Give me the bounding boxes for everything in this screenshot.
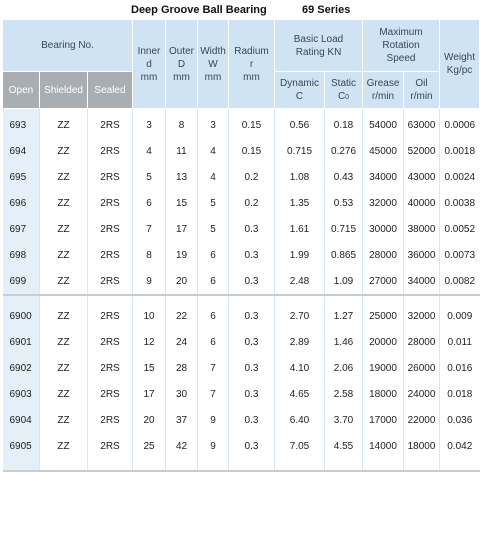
cell-grease: 54000 [363,112,404,138]
header-dynamic: Dynamic C [275,72,325,109]
cell-grease: 30000 [363,216,404,242]
cell-weight: 0.0052 [440,216,480,242]
cell-sealed: 2RS [88,355,133,381]
cell-inner: 20 [133,407,166,433]
header-oil: Oil r/min [404,72,440,109]
cell-open: 694 [3,138,40,164]
cell-shielded: ZZ [40,329,88,355]
header-open: Open [3,72,40,109]
cell-grease: 45000 [363,138,404,164]
cell-inner: 4 [133,138,166,164]
cell-width: 6 [198,303,229,329]
cell-sealed: 2RS [88,329,133,355]
header-radius: Radium r mm [229,20,275,109]
cell-shielded: ZZ [40,216,88,242]
cell-static: 1.46 [325,329,363,355]
cell-dynamic: 2.89 [275,329,325,355]
cell-grease: 28000 [363,242,404,268]
cell-shielded: ZZ [40,381,88,407]
cell-outer: 11 [166,138,198,164]
bearing-spec-table [2,19,480,472]
cell-width: 5 [198,216,229,242]
cell-width: 4 [198,164,229,190]
cell-inner: 17 [133,381,166,407]
cell-oil: 22000 [404,407,440,433]
cell-oil: 26000 [404,355,440,381]
cell-sealed: 2RS [88,112,133,138]
cell-oil: 52000 [404,138,440,164]
cell-shielded: ZZ [40,268,88,295]
cell-dynamic: 7.05 [275,433,325,459]
cell-oil: 63000 [404,112,440,138]
cell-radius: 0.3 [229,381,275,407]
cell-outer: 8 [166,112,198,138]
cell-width: 6 [198,268,229,295]
cell-outer: 17 [166,216,198,242]
cell-dynamic: 4.65 [275,381,325,407]
cell-shielded: ZZ [40,164,88,190]
cell-width: 6 [198,329,229,355]
cell-outer: 22 [166,303,198,329]
cell-radius: 0.3 [229,268,275,295]
cell-open: 6900 [3,303,40,329]
cell-width: 6 [198,242,229,268]
cell-shielded: ZZ [40,303,88,329]
cell-open: 698 [3,242,40,268]
cell-grease: 20000 [363,329,404,355]
cell-width: 9 [198,407,229,433]
cell-shielded: ZZ [40,242,88,268]
table-row [3,268,480,295]
cell-outer: 15 [166,190,198,216]
cell-inner: 10 [133,303,166,329]
cell-dynamic: 1.35 [275,190,325,216]
cell-weight: 0.016 [440,355,480,381]
cell-sealed: 2RS [88,303,133,329]
cell-oil: 18000 [404,433,440,459]
cell-sealed: 2RS [88,268,133,295]
cell-dynamic: 6.40 [275,407,325,433]
cell-inner: 6 [133,190,166,216]
cell-sealed: 2RS [88,164,133,190]
cell-open: 6904 [3,407,40,433]
header-outer: Outer D mm [166,20,198,109]
cell-dynamic: 1.61 [275,216,325,242]
table-row [3,164,480,190]
cell-oil: 24000 [404,381,440,407]
header-shielded: Shielded [40,72,88,109]
cell-radius: 0.3 [229,216,275,242]
header-load-rating: Basic Load Rating KN [275,20,363,72]
cell-radius: 0.3 [229,242,275,268]
cell-grease: 25000 [363,303,404,329]
cell-inner: 12 [133,329,166,355]
cell-sealed: 2RS [88,381,133,407]
header-static: Static C0 [325,72,363,109]
cell-inner: 8 [133,242,166,268]
header-max-speed: Maximum Rotation Speed [363,20,440,72]
cell-inner: 5 [133,164,166,190]
cell-width: 4 [198,138,229,164]
cell-oil: 32000 [404,303,440,329]
header-weight: Weight Kg/pc [440,20,480,109]
cell-weight: 0.042 [440,433,480,459]
cell-radius: 0.2 [229,164,275,190]
cell-static: 1.27 [325,303,363,329]
cell-weight: 0.009 [440,303,480,329]
cell-open: 6901 [3,329,40,355]
cell-outer: 24 [166,329,198,355]
cell-grease: 19000 [363,355,404,381]
cell-oil: 36000 [404,242,440,268]
cell-radius: 0.3 [229,433,275,459]
cell-width: 7 [198,355,229,381]
cell-open: 693 [3,112,40,138]
cell-sealed: 2RS [88,216,133,242]
cell-radius: 0.3 [229,329,275,355]
cell-oil: 40000 [404,190,440,216]
table-row [3,190,480,216]
cell-outer: 19 [166,242,198,268]
cell-sealed: 2RS [88,433,133,459]
cell-grease: 34000 [363,164,404,190]
cell-static: 4.55 [325,433,363,459]
cell-weight: 0.0073 [440,242,480,268]
cell-static: 2.58 [325,381,363,407]
table-row [3,381,480,407]
cell-open: 697 [3,216,40,242]
cell-oil: 28000 [404,329,440,355]
cell-grease: 18000 [363,381,404,407]
table-body [3,109,480,472]
cell-radius: 0.3 [229,407,275,433]
table-row [3,407,480,433]
cell-inner: 9 [133,268,166,295]
cell-dynamic: 2.48 [275,268,325,295]
cell-shielded: ZZ [40,407,88,433]
cell-outer: 37 [166,407,198,433]
cell-radius: 0.2 [229,190,275,216]
cell-radius: 0.3 [229,355,275,381]
cell-radius: 0.15 [229,112,275,138]
cell-dynamic: 0.56 [275,112,325,138]
table-row [3,355,480,381]
cell-dynamic: 4.10 [275,355,325,381]
cell-open: 695 [3,164,40,190]
cell-shielded: ZZ [40,355,88,381]
header-inner: Inner d mm [133,20,166,109]
cell-inner: 15 [133,355,166,381]
cell-static: 1.09 [325,268,363,295]
cell-inner: 25 [133,433,166,459]
cell-shielded: ZZ [40,138,88,164]
cell-shielded: ZZ [40,433,88,459]
cell-sealed: 2RS [88,138,133,164]
header-width: Width W mm [198,20,229,109]
header-bearing-no: Bearing No. [3,20,133,72]
cell-sealed: 2RS [88,407,133,433]
header-grease: Grease r/min [363,72,404,109]
cell-oil: 34000 [404,268,440,295]
cell-open: 6905 [3,433,40,459]
cell-weight: 0.018 [440,381,480,407]
cell-outer: 30 [166,381,198,407]
header-sealed: Sealed [88,72,133,109]
cell-weight: 0.0024 [440,164,480,190]
cell-inner: 3 [133,112,166,138]
cell-width: 5 [198,190,229,216]
cell-weight: 0.0082 [440,268,480,295]
cell-shielded: ZZ [40,112,88,138]
cell-weight: 0.0006 [440,112,480,138]
cell-dynamic: 2.70 [275,303,325,329]
table-row [3,112,480,138]
cell-outer: 13 [166,164,198,190]
cell-weight: 0.036 [440,407,480,433]
table-row [3,329,480,355]
cell-static: 0.43 [325,164,363,190]
cell-static: 2.06 [325,355,363,381]
cell-dynamic: 0.715 [275,138,325,164]
cell-sealed: 2RS [88,190,133,216]
cell-weight: 0.011 [440,329,480,355]
cell-static: 0.276 [325,138,363,164]
cell-outer: 42 [166,433,198,459]
cell-width: 7 [198,381,229,407]
cell-oil: 43000 [404,164,440,190]
cell-grease: 32000 [363,190,404,216]
cell-weight: 0.0038 [440,190,480,216]
cell-grease: 27000 [363,268,404,295]
table-row [3,433,480,459]
cell-outer: 20 [166,268,198,295]
cell-static: 0.715 [325,216,363,242]
cell-weight: 0.0018 [440,138,480,164]
cell-grease: 17000 [363,407,404,433]
table-row [3,216,480,242]
cell-width: 3 [198,112,229,138]
table-title: Deep Groove Ball Bearing [131,4,267,16]
cell-open: 699 [3,268,40,295]
cell-static: 3.70 [325,407,363,433]
table-row [3,242,480,268]
cell-outer: 28 [166,355,198,381]
cell-open: 696 [3,190,40,216]
cell-radius: 0.3 [229,303,275,329]
series-title: 69 Series [302,4,351,16]
cell-dynamic: 1.08 [275,164,325,190]
cell-oil: 38000 [404,216,440,242]
cell-static: 0.865 [325,242,363,268]
cell-static: 0.18 [325,112,363,138]
table-row [3,138,480,164]
table-row [3,303,480,329]
cell-static: 0.53 [325,190,363,216]
cell-shielded: ZZ [40,190,88,216]
cell-grease: 14000 [363,433,404,459]
cell-dynamic: 1.99 [275,242,325,268]
cell-open: 6903 [3,381,40,407]
cell-radius: 0.15 [229,138,275,164]
cell-width: 9 [198,433,229,459]
cell-inner: 7 [133,216,166,242]
cell-sealed: 2RS [88,242,133,268]
cell-open: 6902 [3,355,40,381]
